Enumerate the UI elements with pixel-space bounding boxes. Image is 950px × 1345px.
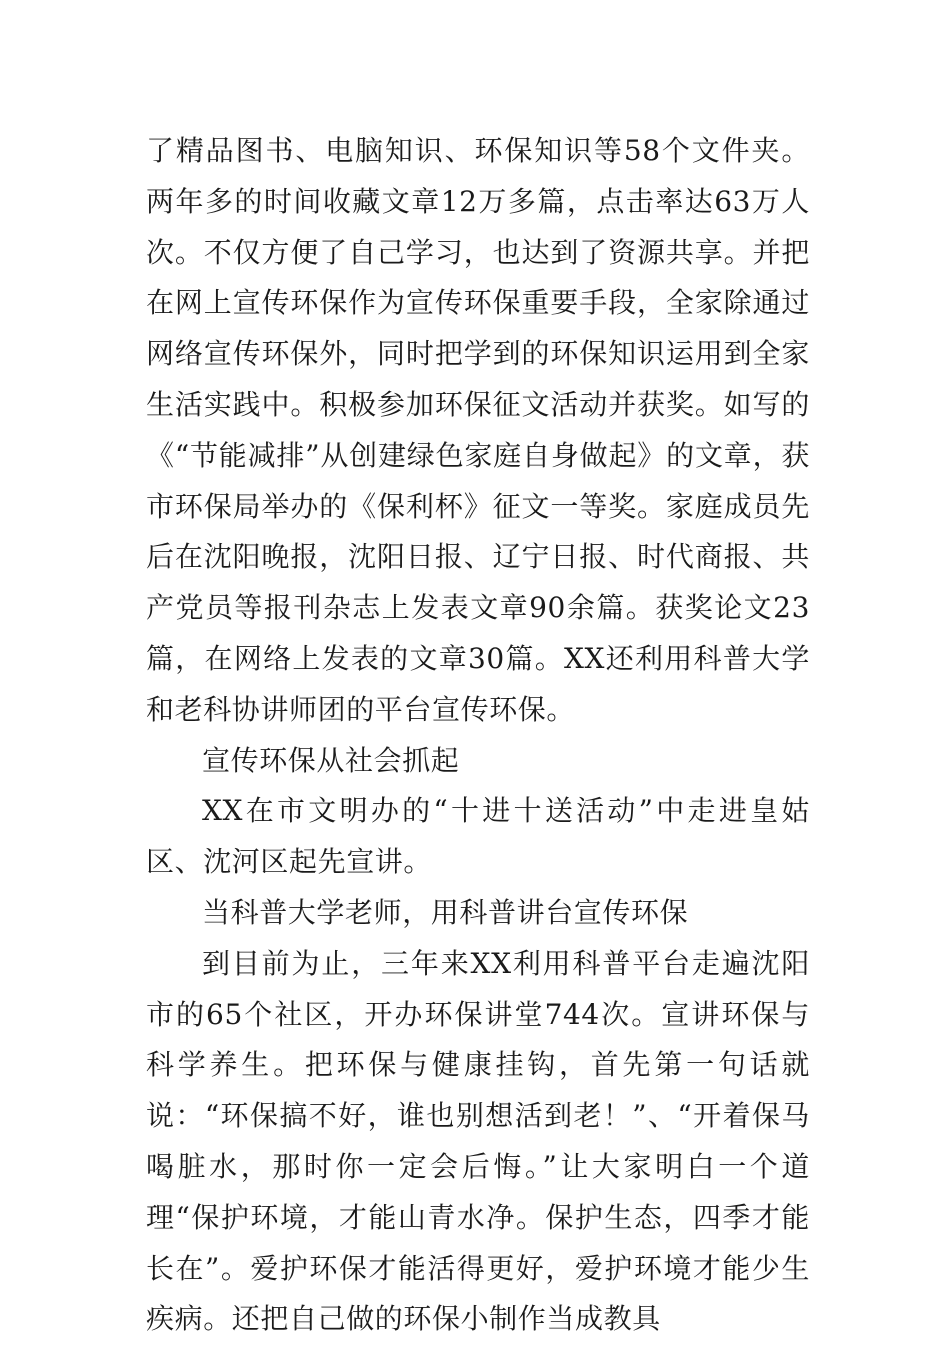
paragraph-continuation: 了精品图书、电脑知识、环保知识等58个文件夹。两年多的时间收藏文章12万多篇，点击率达63万人次。不仅方便了自己学习，也达到了资源共享。并把在网上宣传环保作为宣传环保重要手段，全家除通过网络宣传环保外，同时把学到的环保知识运用到全家生活实践中。积极参加环保征文活动并获奖。如写的《“节能减排”从创建绿色家庭自身做起》的文章，获市环保局举办的《保利杯》征文一等奖。家庭成员先后在沈阳晚报，沈阳日报、辽宁日报、时代商报、共产党员等报刊杂志上发表文章90余篇。获奖论文23篇，在网络上发表的文章30篇。XX还利用科普大学和老科协讲师团的平台宣传环保。: [146, 134, 810, 726]
section-heading-science-teacher: 当科普大学老师，用科普讲台宣传环保: [202, 895, 689, 929]
paragraph-civilization-office: XX在市文明办的“十进十送活动”中走进皇姑区、沈河区起先宣讲。: [146, 794, 810, 879]
paragraph-science-platform: 到目前为止，三年来XX利用科普平台走遍沈阳市的65个社区，开办环保讲堂744次。宣讲环保与科学养生。把环保与健康挂钩，首先第一句话就说：“环保搞不好，谁也别想活到老！”、“开着保马喝脏水，那时你一定会后悔。”让大家明白一个道理“保护环境，才能山青水净。保护生态，四季才能长在”。爱护环保才能活得更好，爱护环境才能少生疾病。还把自己做的环保小制作当成教具: [146, 946, 810, 1336]
section-heading-social: 宣传环保从社会抓起: [202, 743, 460, 777]
document-body: [146, 126, 810, 1345]
